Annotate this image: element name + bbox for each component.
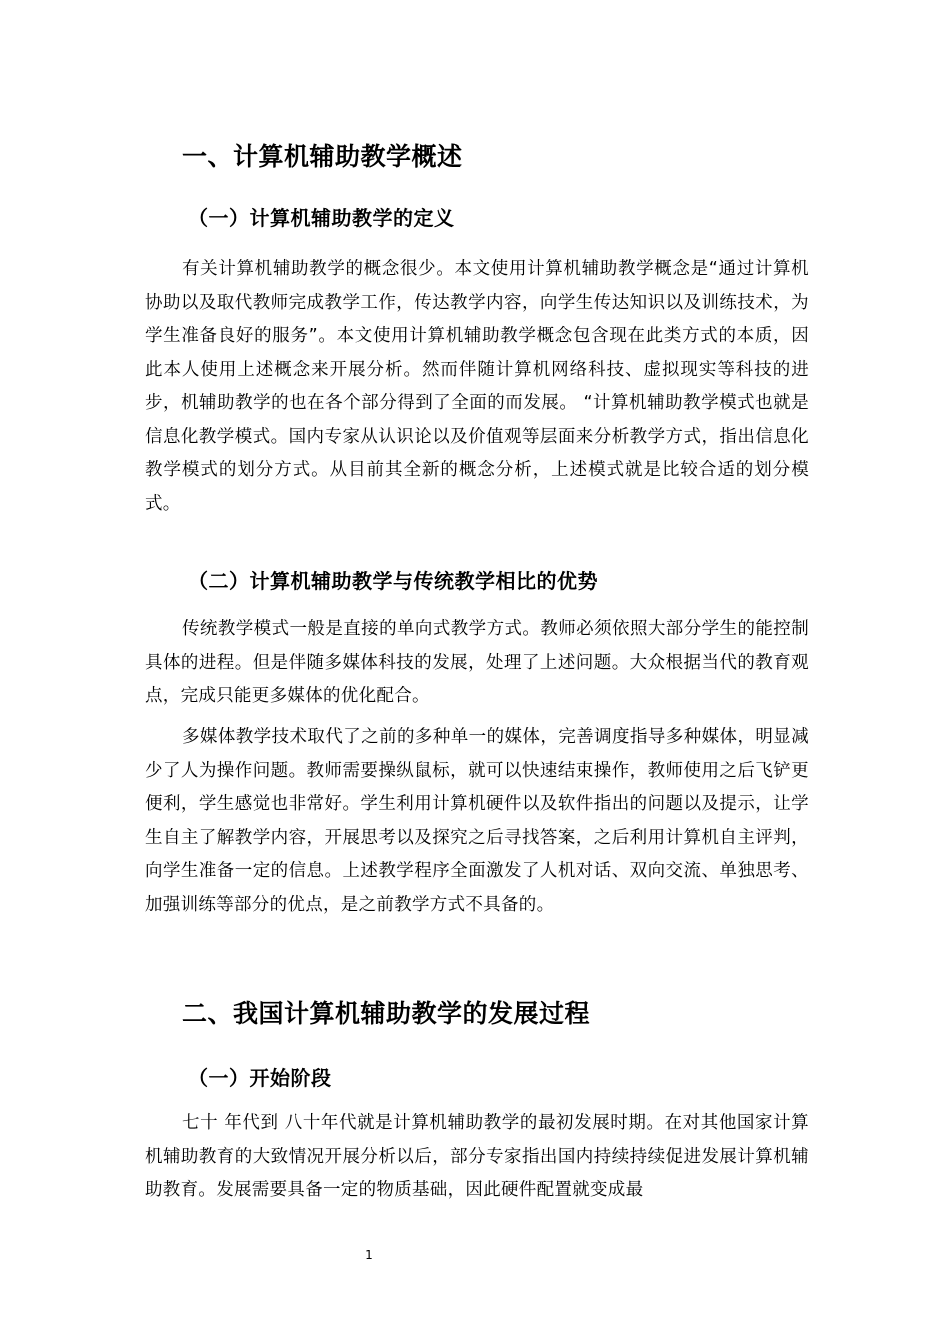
page-number: 1	[365, 1248, 373, 1262]
section-1-2-heading: （二）计算机辅助教学与传统教学相比的优势	[188, 569, 598, 593]
section-1-1-heading: （一）计算机辅助教学的定义	[188, 206, 455, 230]
section-2-1-heading: （一）开始阶段	[188, 1066, 332, 1090]
section-2-heading: 二、我国计算机辅助教学的发展过程	[182, 999, 591, 1028]
section-2-1-paragraph-1: 七十 年代到 八十年代就是计算机辅助教学的最初发展时期。在对其他国家计算机辅助教育的大致情况开展分析以后，部分专家指出国内持续持续促进发展计算机辅助教育。发展需要具备一定的物质基础，因此硬件配置就变成最	[145, 1113, 809, 1200]
section-1-2-paragraph-1: 传统教学模式一般是直接的单向式教学方式。教师必须依照大部分学生的能控制具体的进程。但是伴随多媒体科技的发展，处理了上述问题。大众根据当代的教育观点，完成只能更多媒体的优化配合。	[145, 619, 809, 706]
section-1-1-paragraph-1: 有关计算机辅助教学的概念很少。本文使用计算机辅助教学概念是“通过计算机协助以及取代教师完成教学工作，传达教学内容，向学生传达知识以及训练技术，为学生准备良好的服务”。本文使用计算机辅助教学概念包含现在此类方式的本质，因此本人使用上述概念来开展分析。然而伴随计算机网络科技、虚拟现实等科技的进步，机辅助教学的也在各个部分得到了全面的而发展。 “计算机辅助教学模式也就是信息化教学模式。国内专家从认识论以及价值观等层面来分析教学方式，指出信息化教学模式的划分方式。从目前其全新的概念分析，上述模式就是比较合适的划分模式。	[145, 259, 809, 514]
section-1-heading: 一、计算机辅助教学概述	[182, 142, 463, 171]
section-1-2-paragraph-2: 多媒体教学技术取代了之前的多种单一的媒体，完善调度指导多种媒体，明显减少了人为操作问题。教师需要操纵鼠标，就可以快速结束操作，教师使用之后飞铲更便利，学生感觉也非常好。学生利用计算机硬件以及软件指出的问题以及提示，让学生自主了解教学内容，开展思考以及探究之后寻找答案，之后利用计算机自主评判，向学生准备一定的信息。上述教学程序全面激发了人机对话、双向交流、单独思考、加强训练等部分的优点，是之前教学方式不具备的。	[145, 727, 809, 915]
